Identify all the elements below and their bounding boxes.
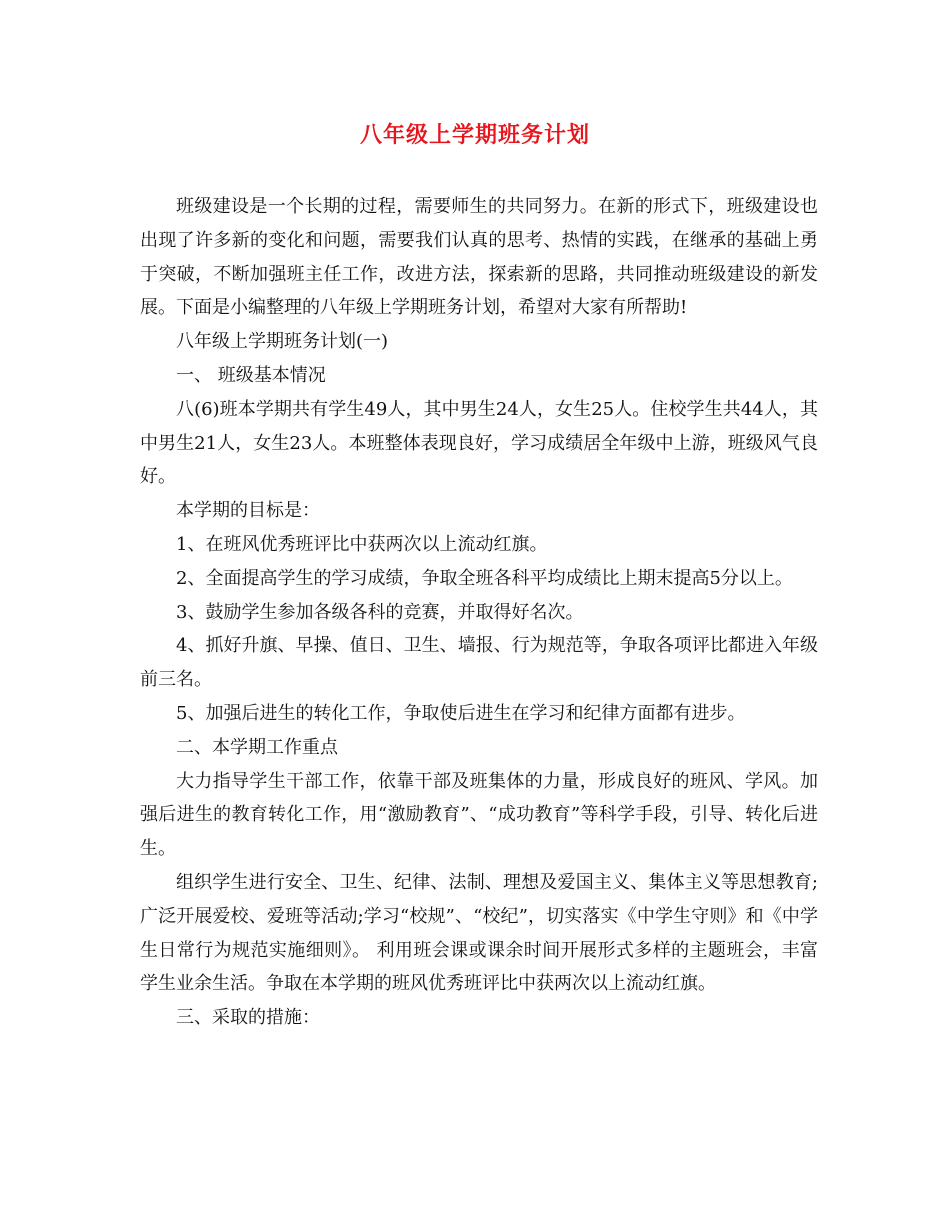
- document-title: 八年级上学期班务计划: [359, 122, 590, 148]
- goal-item-1: 1、在班风优秀班评比中获两次以上流动红旗。: [176, 533, 548, 555]
- section-heading-1: 一、 班级基本情况: [176, 364, 326, 386]
- intro-paragraph: 班级建设是一个长期的过程，需要师生的共同努力。在新的形式下，班级建设也出现了许多新的变化和问题，需要我们认真的思考、热情的实践，在继承的基础上勇于突破，不断加强班主任工作，改进方法，探索新的思路，共同推动班级建设的新发展。下面是小编整理的八年级上学期班务计划，希望对大家有所帮助!: [140, 196, 818, 319]
- section-heading-2: 二、本学期工作重点: [176, 736, 338, 758]
- goal-item-2: 2、全面提高学生的学习成绩，争取全班各科平均成绩比上期末提高5分以上。: [176, 567, 793, 589]
- goal-item-3: 3、鼓励学生参加各级各科的竞赛，并取得好名次。: [176, 601, 584, 623]
- plan-subtitle: 八年级上学期班务计划(一): [176, 331, 389, 353]
- section-heading-3: 三、采取的措施：: [176, 1007, 320, 1029]
- focus-paragraph-2: 组织学生进行安全、卫生、纪律、法制、理想及爱国主义、集体主义等思想教育;广泛开展爱校、爱班等活动;学习“校规”、“校纪”，切实落实《中学生守则》和《中学生日常行为规范实施细则》。 利用班会课或课余时间开展形式多样的主题班会，丰富学生业余生活。争取在本学期的班风优秀班评比中获两次以上流动红旗。: [140, 871, 818, 995]
- focus-paragraph-1: 大力指导学生干部工作，依靠干部及班集体的力量，形成良好的班风、学风。加强后进生的教育转化工作，用“激励教育”、“成功教育”等科学手段，引导、转化后进生。: [140, 770, 818, 860]
- goal-item-4: 4、抓好升旗、早操、值日、卫生、墙报、行为规范等，争取各项评比都进入年级前三名。: [140, 635, 818, 691]
- document-body: [140, 190, 818, 1035]
- goal-item-5: 5、加强后进生的转化工作，争取使后进生在学习和纪律方面都有进步。: [176, 702, 746, 724]
- class-info-paragraph: 八(6)班本学期共有学生49人，其中男生24人，女生25人。住校学生共44人，其中男生21人，女生23人。本班整体表现良好，学习成绩居全年级中上游，班级风气良好。: [140, 398, 818, 488]
- goals-intro: 本学期的目标是：: [176, 500, 320, 522]
